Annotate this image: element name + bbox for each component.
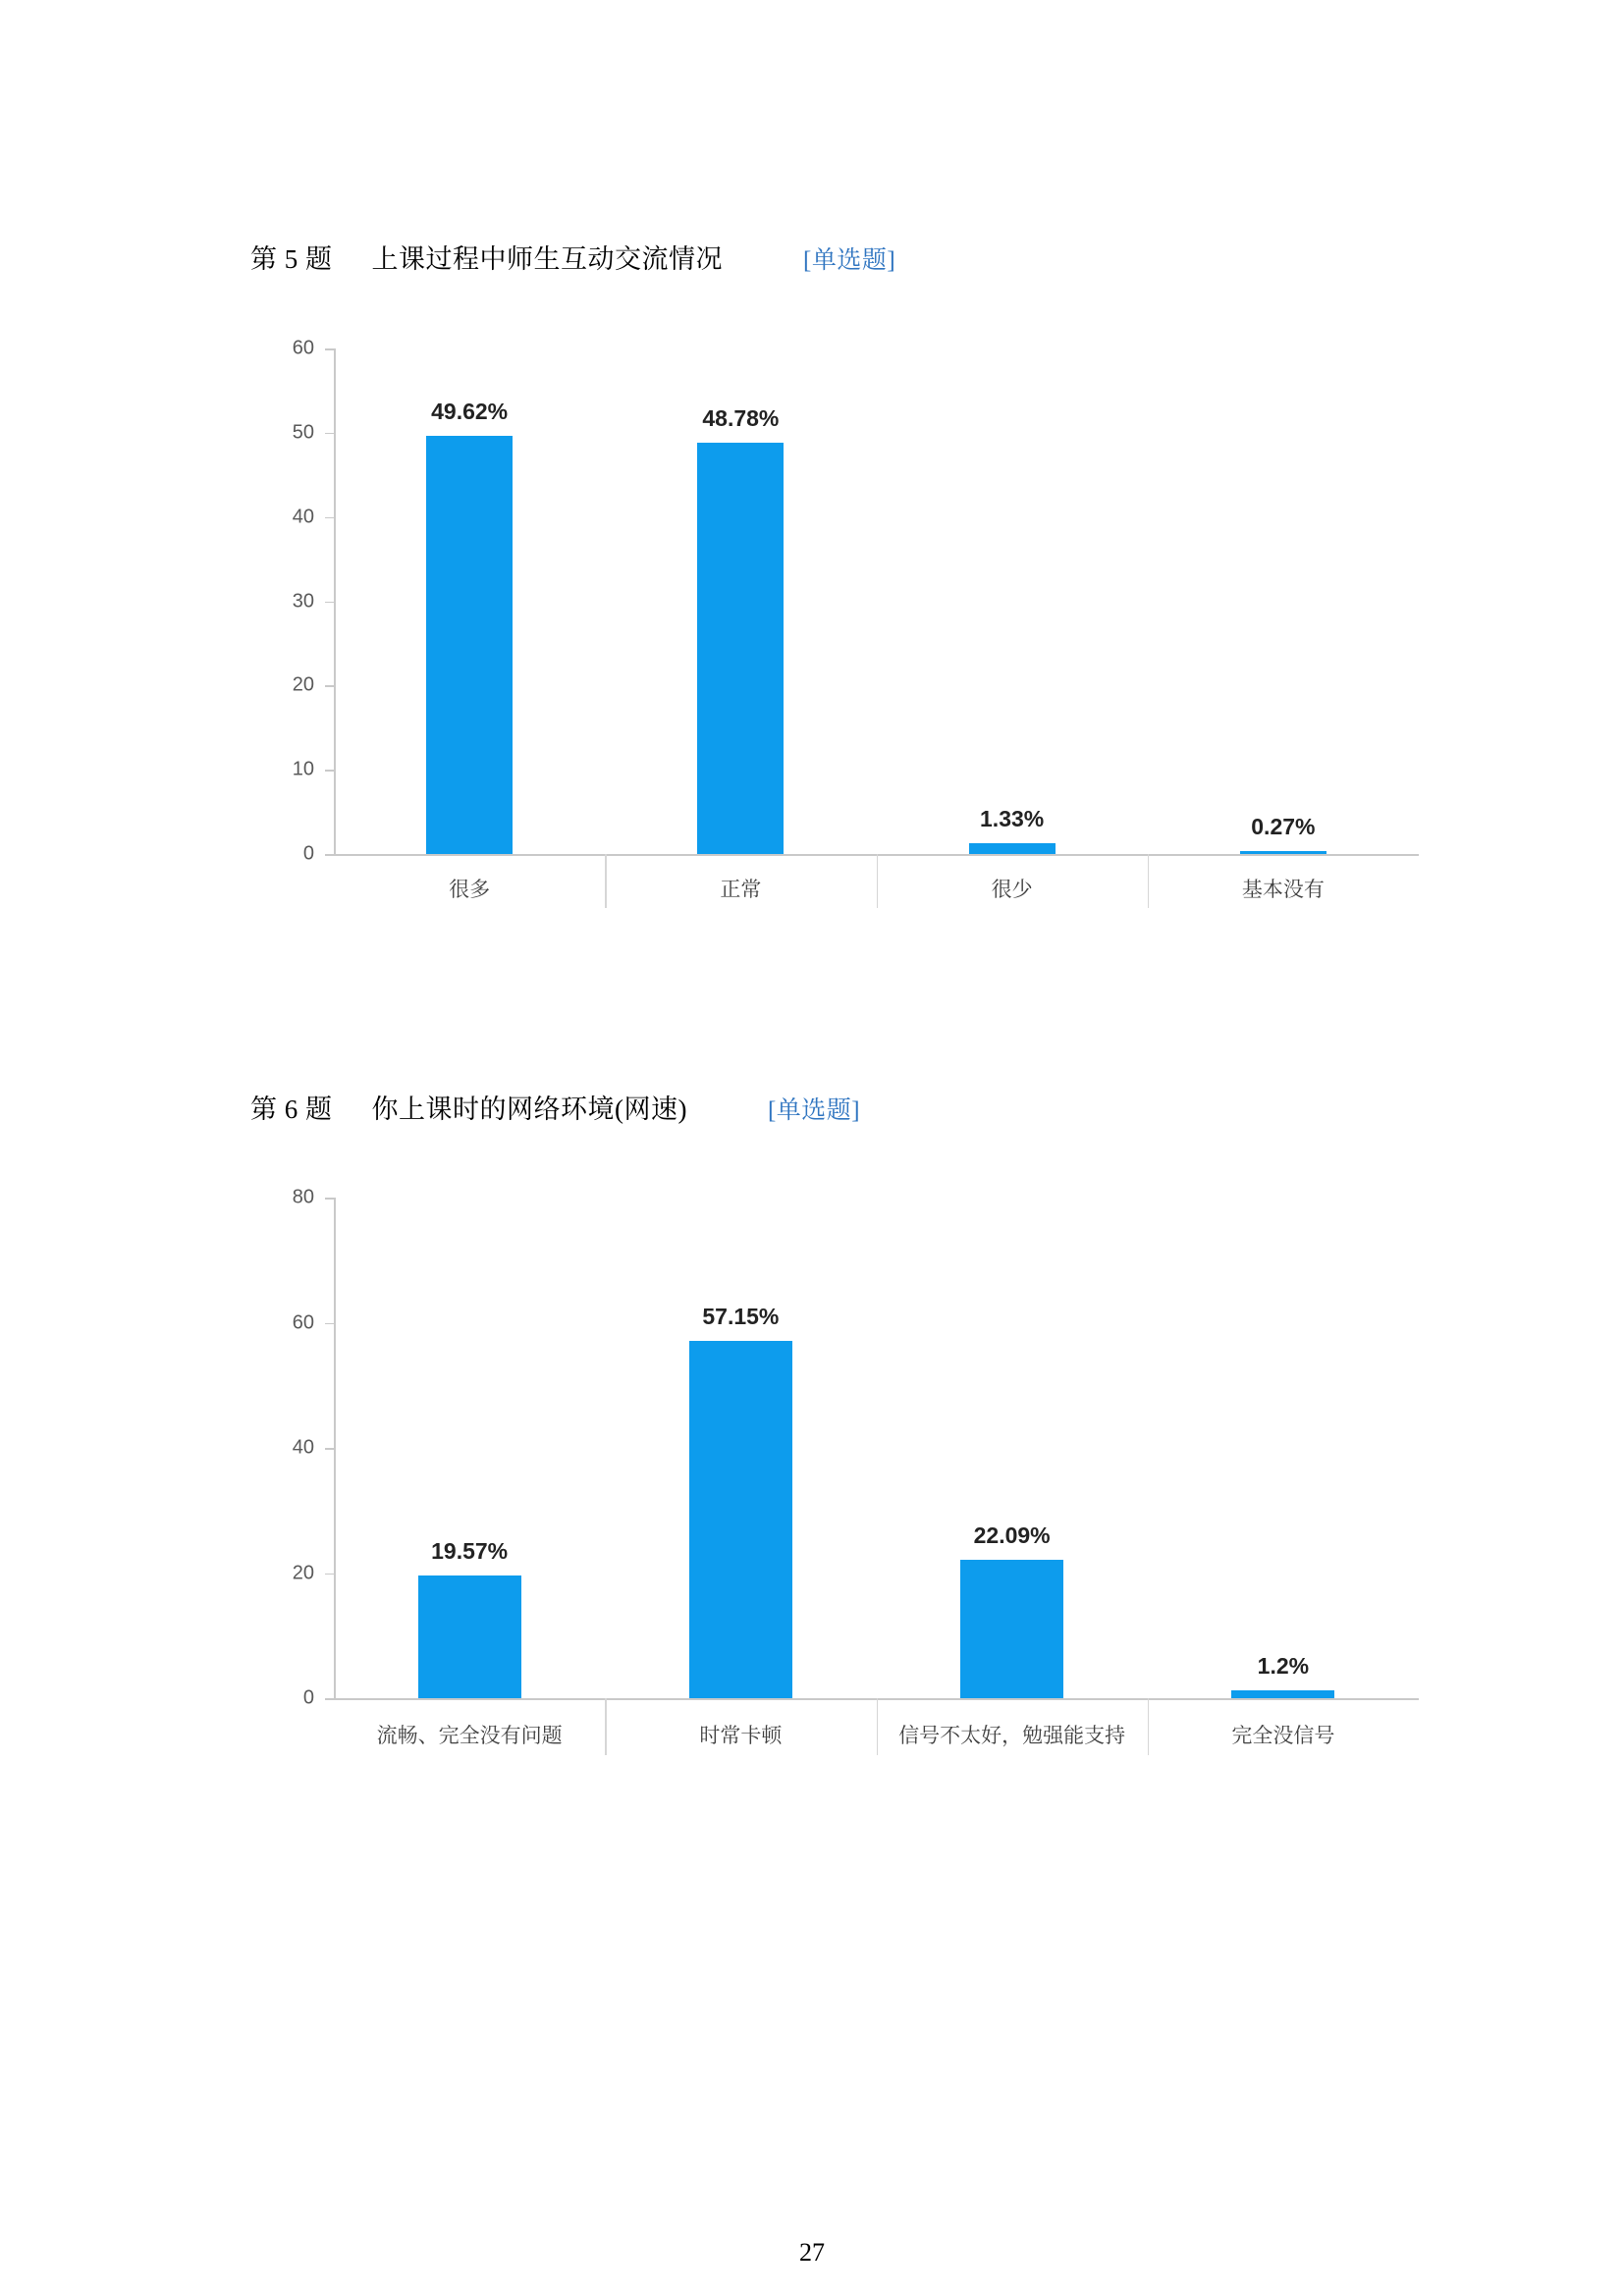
y-axis-tick (325, 685, 334, 687)
y-axis-label: 20 (292, 1562, 314, 1583)
y-axis-label: 80 (292, 1186, 314, 1208)
category-separator (1148, 1698, 1150, 1755)
bar (689, 1341, 792, 1698)
category-separator (1148, 854, 1150, 908)
category-label: 很少 (991, 879, 1033, 901)
y-axis-tick (325, 1574, 334, 1575)
question-type-tag-5: [单选题] (803, 247, 896, 274)
category-label: 完全没信号 (1231, 1725, 1335, 1747)
bar (697, 443, 784, 854)
chart-question-5 (226, 324, 1463, 933)
y-axis (334, 1198, 336, 1698)
question-number-5: 第 5 题 (250, 244, 333, 274)
chart-question-6 (226, 1173, 1463, 1782)
bar (1240, 851, 1326, 854)
bar (969, 843, 1056, 854)
category-label: 很多 (449, 879, 491, 901)
bar-value-label: 57.15% (702, 1303, 780, 1329)
bar-value-label: 1.2% (1257, 1653, 1310, 1680)
category-label: 正常 (720, 879, 762, 901)
y-axis-label: 60 (292, 1311, 314, 1333)
y-axis-tick (325, 854, 334, 856)
y-axis-tick (325, 602, 334, 604)
question-number-6: 第 6 题 (250, 1095, 333, 1124)
y-axis-tick (325, 348, 334, 350)
bar-value-label: 1.33% (980, 805, 1045, 831)
bar-value-label: 0.27% (1251, 814, 1316, 839)
y-axis-tick (325, 433, 334, 435)
y-axis-label: 0 (302, 842, 314, 865)
y-axis-label: 0 (302, 1686, 314, 1709)
category-label: 流畅、完全没有问题 (376, 1725, 563, 1747)
y-axis-tick (325, 1448, 334, 1450)
category-separator (605, 854, 607, 908)
y-axis-label: 60 (292, 337, 314, 359)
y-axis-label: 40 (292, 1436, 314, 1459)
y-axis-tick (325, 1698, 334, 1700)
bar-value-label: 48.78% (702, 405, 780, 432)
question-title-5: 上课过程中师生互动交流情况 (371, 244, 723, 274)
y-axis-tick (325, 1198, 334, 1200)
bar (1231, 1690, 1334, 1698)
bar (426, 436, 513, 854)
question-type-tag-6: [单选题] (767, 1097, 861, 1124)
y-axis-tick (325, 517, 334, 519)
category-separator (877, 1698, 879, 1755)
category-separator (877, 854, 879, 908)
category-separator (605, 1698, 607, 1755)
y-axis-label: 40 (292, 506, 314, 528)
page-number: 27 (799, 2238, 825, 2267)
y-axis-label: 10 (292, 758, 314, 780)
question-heading-5 (250, 238, 895, 276)
question-title-6: 你上课时的网络环境(网速) (371, 1095, 687, 1124)
category-label: 基本没有 (1241, 879, 1325, 901)
y-axis-label: 30 (292, 590, 314, 612)
bar-value-label: 22.09% (973, 1522, 1051, 1549)
y-axis (334, 348, 336, 854)
bar (418, 1575, 521, 1698)
category-label: 信号不太好，勉强能支持 (898, 1725, 1126, 1747)
y-axis-label: 50 (292, 421, 314, 444)
bar-value-label: 19.57% (431, 1538, 509, 1565)
y-axis-tick (325, 1323, 334, 1325)
y-axis-label: 20 (292, 673, 314, 696)
y-axis-tick (325, 770, 334, 772)
bar-value-label: 49.62% (431, 399, 509, 425)
category-label: 时常卡顿 (699, 1725, 783, 1747)
bar (960, 1560, 1063, 1698)
question-heading-6 (250, 1088, 860, 1126)
